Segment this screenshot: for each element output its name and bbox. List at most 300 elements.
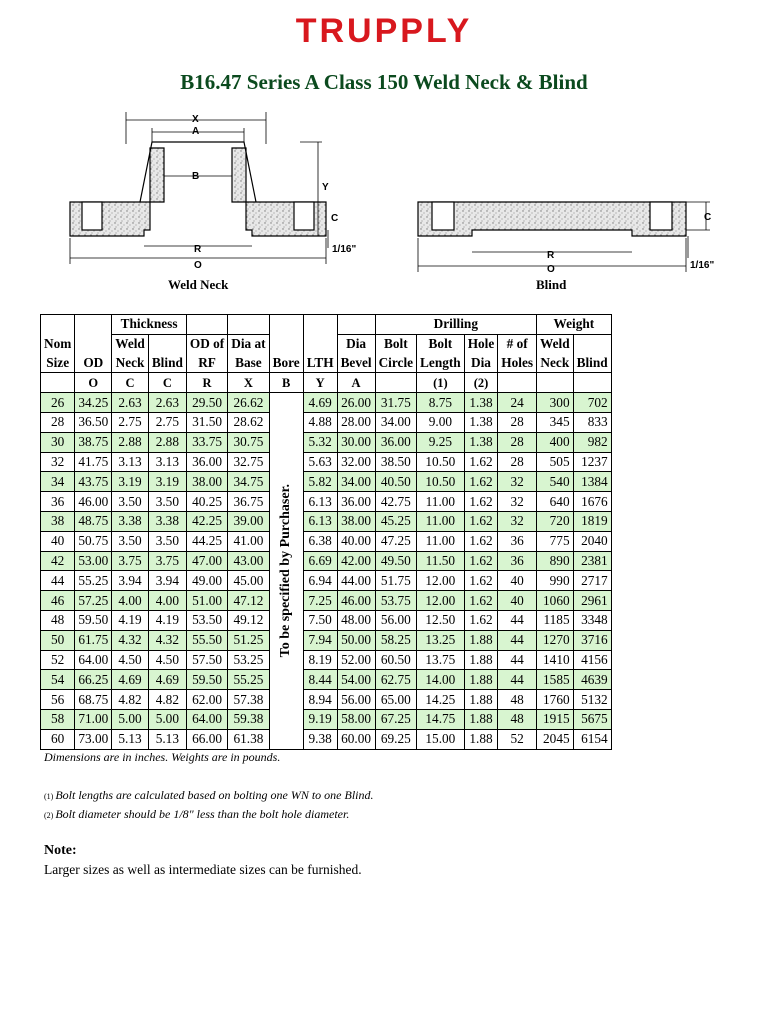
table-cell: 42 [41,551,75,571]
table-cell: 52 [498,729,537,749]
drilling-header: Drilling [375,315,536,335]
table-cell: 1.38 [464,412,498,432]
table-cell: 49.50 [375,551,416,571]
table-cell: 56.00 [375,610,416,630]
table-cell: 1410 [537,650,574,670]
table-cell: 42.25 [186,511,227,531]
table-cell: 890 [537,551,574,571]
table-cell: 1915 [537,709,574,729]
dim-y-label: Y [322,182,329,193]
table-cell: 39.00 [228,511,269,531]
table-cell: 1.62 [464,551,498,571]
table-cell: 28.62 [228,412,269,432]
table-row [41,511,612,531]
table-cell: 3.38 [112,511,149,531]
table-cell: 64.00 [75,650,112,670]
table-cell: 3.94 [148,571,186,591]
table-cell: 50.00 [337,630,375,650]
table-cell: 9.38 [303,729,337,749]
table-cell: 2.88 [148,432,186,452]
table-cell: 2.63 [112,393,149,413]
table-cell: 55.25 [75,571,112,591]
footnote-2: (2) Bolt diameter should be 1/8" less than the bolt hole diameter. [44,807,350,821]
table-cell: 57.50 [186,650,227,670]
table-cell: 1.62 [464,452,498,472]
table-cell: 4.69 [112,670,149,690]
dim-b-label: B [192,171,200,182]
table-cell: 6.13 [303,511,337,531]
table-cell: 51.75 [375,571,416,591]
table-cell: 47.00 [186,551,227,571]
table-cell: 505 [537,452,574,472]
table-cell: 46 [41,591,75,611]
table-cell: 59.50 [75,610,112,630]
table-cell: 2.63 [148,393,186,413]
table-cell: 48 [498,690,537,710]
table-cell: 6.94 [303,571,337,591]
table-cell: 640 [537,492,574,512]
table-cell: 57.38 [228,690,269,710]
table-row [41,709,612,729]
table-cell: 4.32 [112,630,149,650]
table-cell: 5.32 [303,432,337,452]
header-row-2: Nom Weld OD of Dia at Dia Bolt Bolt Hole # of Weld [41,334,612,353]
table-cell: 36.75 [228,492,269,512]
table-cell: 38.75 [75,432,112,452]
table-cell: 46.00 [337,591,375,611]
table-row [41,650,612,670]
table-cell: 1.88 [464,709,498,729]
table-cell: 66.25 [75,670,112,690]
weight-header: Weight [537,315,612,335]
table-cell: 58 [41,709,75,729]
table-cell: 4.32 [148,630,186,650]
table-cell: 48 [498,709,537,729]
table-cell: 31.75 [375,393,416,413]
bore-purchaser-note: To be specified by Purchaser. [269,393,303,749]
table-cell: 26.00 [337,393,375,413]
table-cell: 61.75 [75,630,112,650]
table-cell: 3.94 [112,571,149,591]
table-cell: 7.94 [303,630,337,650]
table-cell: 61.38 [228,729,269,749]
table-cell: 4.50 [148,650,186,670]
table-row [41,630,612,650]
table-cell: 720 [537,511,574,531]
table-cell: 4.00 [148,591,186,611]
table-cell: 8.94 [303,690,337,710]
weld-neck-caption: Weld Neck [168,277,229,292]
table-cell: 36.50 [75,412,112,432]
table-cell: 56.00 [337,690,375,710]
table-row [41,393,612,413]
blind-dim-o-label: O [547,264,555,274]
table-cell: 51.25 [228,630,269,650]
table-cell: 3.75 [112,551,149,571]
table-cell: 1.88 [464,729,498,749]
table-cell: 71.00 [75,709,112,729]
weight-wn-header: Neck [537,354,574,373]
table-cell: 1.62 [464,511,498,531]
table-cell: 53.25 [228,650,269,670]
table-cell: 53.00 [75,551,112,571]
table-cell: 6.38 [303,531,337,551]
bore-header: Bore [269,354,303,373]
table-cell: 52.00 [337,650,375,670]
table-cell: 24 [498,393,537,413]
table-cell: 44 [498,670,537,690]
table-cell: 32 [498,511,537,531]
table-cell: 41.00 [228,531,269,551]
flange-drawings [60,108,730,274]
header-row-1 [41,315,612,335]
table-cell: 1.88 [464,630,498,650]
table-cell: 54 [41,670,75,690]
table-row [41,591,612,611]
table-cell: 50.75 [75,531,112,551]
table-cell: 40.25 [186,492,227,512]
table-cell: 40 [41,531,75,551]
table-row [41,690,612,710]
table-cell: 28 [41,412,75,432]
table-cell: 345 [537,412,574,432]
table-cell: 1.62 [464,492,498,512]
table-cell: 702 [573,393,611,413]
table-cell: 3348 [573,610,611,630]
table-cell: 11.50 [417,551,465,571]
table-cell: 49.12 [228,610,269,630]
table-row [41,531,612,551]
table-cell: 32 [498,492,537,512]
table-cell: 4156 [573,650,611,670]
table-cell: 4.50 [112,650,149,670]
table-cell: 36 [498,531,537,551]
table-row [41,670,612,690]
table-cell: 34.00 [337,472,375,492]
bolt-circle-header: Circle [375,354,416,373]
table-cell: 5.00 [112,709,149,729]
table-cell: 36.00 [375,432,416,452]
table-cell: 5.63 [303,452,337,472]
table-cell: 4639 [573,670,611,690]
table-cell: 3.50 [148,492,186,512]
table-cell: 833 [573,412,611,432]
table-cell: 5.00 [148,709,186,729]
table-cell: 982 [573,432,611,452]
truply-logo: TRUPPLY [295,12,473,50]
table-cell: 1.62 [464,591,498,611]
table-cell: 5.13 [148,729,186,749]
weight-blind-header: Blind [573,354,611,373]
table-cell: 36 [41,492,75,512]
table-cell: 3.13 [148,452,186,472]
table-cell: 8.75 [417,393,465,413]
table-cell: 12.00 [417,571,465,591]
table-cell: 51.00 [186,591,227,611]
table-cell: 5675 [573,709,611,729]
table-cell: 60.50 [375,650,416,670]
blind-dim-rf-label: 1/16" [690,260,715,271]
table-cell: 26 [41,393,75,413]
hole-dia-header: Dia [464,354,498,373]
table-cell: 45.25 [375,511,416,531]
blind-dim-r-label: R [547,250,555,261]
table-cell: 34 [41,472,75,492]
nom-size-header: Size [41,354,75,373]
dia-base-header: Base [228,354,269,373]
table-cell: 29.50 [186,393,227,413]
symbol-row: O C C R X B Y A (1) (2) [41,373,612,393]
table-cell: 1270 [537,630,574,650]
table-cell: 9.00 [417,412,465,432]
table-row [41,432,612,452]
dim-r-label: R [194,244,202,255]
table-cell: 3.50 [148,531,186,551]
table-cell: 7.25 [303,591,337,611]
table-cell: 2381 [573,551,611,571]
table-cell: 55.25 [228,670,269,690]
table-cell: 1.62 [464,610,498,630]
page-title: B16.47 Series A Class 150 Weld Neck & Blind [180,70,588,94]
table-cell: 46.00 [75,492,112,512]
table-cell: 36.00 [337,492,375,512]
table-cell: 14.75 [417,709,465,729]
table-cell: 58.25 [375,630,416,650]
table-cell: 49.00 [186,571,227,591]
table-cell: 9.25 [417,432,465,452]
table-cell: 6154 [573,729,611,749]
table-cell: 62.00 [186,690,227,710]
table-cell: 3716 [573,630,611,650]
table-cell: 34.75 [228,472,269,492]
table-cell: 6.13 [303,492,337,512]
table-cell: 3.19 [148,472,186,492]
table-cell: 5.82 [303,472,337,492]
blind-drawing [418,202,686,236]
table-cell: 40.00 [337,531,375,551]
table-cell: 1.88 [464,650,498,670]
table-cell: 2.88 [112,432,149,452]
table-cell: 15.00 [417,729,465,749]
table-cell: 38.00 [186,472,227,492]
table-cell: 1.62 [464,571,498,591]
blind-thk-header: Blind [148,354,186,373]
table-cell: 53.50 [186,610,227,630]
dia-bevel-header: Bevel [337,354,375,373]
table-cell: 4.00 [112,591,149,611]
table-cell: 40 [498,591,537,611]
table-cell: 1185 [537,610,574,630]
table-cell: 32.00 [337,452,375,472]
weld-neck-drawing [70,142,326,236]
od-rf-header: RF [186,354,227,373]
table-cell: 400 [537,432,574,452]
table-cell: 30 [41,432,75,452]
table-cell: 6.69 [303,551,337,571]
table-cell: 300 [537,393,574,413]
table-cell: 30.00 [337,432,375,452]
table-cell: 55.50 [186,630,227,650]
table-cell: 3.13 [112,452,149,472]
table-cell: 48.00 [337,610,375,630]
table-row [41,610,612,630]
table-cell: 4.69 [148,670,186,690]
dim-c-label: C [331,213,339,224]
table-cell: 36.00 [186,452,227,472]
weld-neck-thk-header: Neck [112,354,149,373]
table-cell: 2961 [573,591,611,611]
table-cell: 1676 [573,492,611,512]
note-heading: Note: [44,843,77,858]
table-cell: 11.00 [417,531,465,551]
table-cell: 64.00 [186,709,227,729]
weld-neck-dim-labels [192,114,356,271]
table-cell: 44 [498,650,537,670]
table-cell: 1760 [537,690,574,710]
table-cell: 4.82 [148,690,186,710]
table-cell: 12.00 [417,591,465,611]
table-cell: 38.50 [375,452,416,472]
table-cell: 12.50 [417,610,465,630]
table-cell: 62.75 [375,670,416,690]
table-cell: 50 [41,630,75,650]
table-cell: 48 [41,610,75,630]
table-row [41,492,612,512]
table-cell: 8.19 [303,650,337,670]
table-cell: 4.88 [303,412,337,432]
table-cell: 32.75 [228,452,269,472]
table-cell: 775 [537,531,574,551]
table-cell: 3.75 [148,551,186,571]
table-cell: 53.75 [375,591,416,611]
dim-o-label: O [194,260,202,271]
table-cell: 44.25 [186,531,227,551]
nom-size-header-top [41,315,75,335]
table-cell: 33.75 [186,432,227,452]
table-cell: 11.00 [417,492,465,512]
footnote-1: (1) Bolt lengths are calculated based on bolting one WN to one Blind. [44,788,374,802]
table-cell: 43.00 [228,551,269,571]
table-cell: 69.25 [375,729,416,749]
table-cell: 11.00 [417,511,465,531]
thickness-header: Thickness [112,315,187,335]
table-row [41,571,612,591]
table-row [41,452,612,472]
table-cell: 1.88 [464,670,498,690]
table-row [41,412,612,432]
units-note: Dimensions are in inches. Weights are in pounds. [44,750,281,764]
table-cell: 45.00 [228,571,269,591]
table-cell: 1237 [573,452,611,472]
table-cell: 26.62 [228,393,269,413]
table-cell: 28 [498,432,537,452]
table-cell: 47.12 [228,591,269,611]
blind-dim-c-label: C [704,212,712,223]
header-row-3 [41,354,612,373]
table-cell: 59.50 [186,670,227,690]
table-cell: 1.62 [464,472,498,492]
flange-spec-table [40,314,612,750]
table-cell: 60.00 [337,729,375,749]
table-cell: 540 [537,472,574,492]
table-cell: 5132 [573,690,611,710]
table-cell: 59.38 [228,709,269,729]
table-cell: 56 [41,690,75,710]
table-cell: 48.75 [75,511,112,531]
table-cell: 4.69 [303,393,337,413]
table-cell: 34.00 [375,412,416,432]
table-cell: 28.00 [337,412,375,432]
table-cell: 42.75 [375,492,416,512]
table-cell: 28 [498,452,537,472]
table-cell: 990 [537,571,574,591]
table-cell: 42.00 [337,551,375,571]
table-cell: 73.00 [75,729,112,749]
table-cell: 67.25 [375,709,416,729]
table-cell: 4.19 [148,610,186,630]
table-cell: 32 [41,452,75,472]
table-cell: 2040 [573,531,611,551]
table-cell: 40 [498,571,537,591]
table-cell: 14.25 [417,690,465,710]
table-cell: 34.25 [75,393,112,413]
table-cell: 30.75 [228,432,269,452]
dim-x-label: X [192,114,199,125]
table-cell: 1384 [573,472,611,492]
od-header: OD [75,354,112,373]
table-cell: 2045 [537,729,574,749]
table-cell: 66.00 [186,729,227,749]
table-cell: 52 [41,650,75,670]
table-cell: 8.44 [303,670,337,690]
table-cell: 1.88 [464,690,498,710]
table-cell: 1.38 [464,393,498,413]
table-cell: 5.13 [112,729,149,749]
table-cell: 13.75 [417,650,465,670]
table-cell: 2.75 [112,412,149,432]
table-cell: 41.75 [75,452,112,472]
blind-caption: Blind [536,277,567,292]
table-cell: 9.19 [303,709,337,729]
table-cell: 3.38 [148,511,186,531]
dim-a-label: A [192,126,200,137]
table-cell: 60 [41,729,75,749]
table-cell: 57.25 [75,591,112,611]
table-cell: 10.50 [417,472,465,492]
table-cell: 54.00 [337,670,375,690]
table-cell: 40.50 [375,472,416,492]
table-cell: 3.50 [112,531,149,551]
table-cell: 58.00 [337,709,375,729]
table-cell: 2717 [573,571,611,591]
table-cell: 31.50 [186,412,227,432]
table-cell: 44 [498,630,537,650]
table-cell: 32 [498,472,537,492]
bolt-length-header: Length [417,354,465,373]
table-cell: 28 [498,412,537,432]
table-cell: 4.82 [112,690,149,710]
table-cell: 3.50 [112,492,149,512]
table-cell: 38.00 [337,511,375,531]
table-cell: 1060 [537,591,574,611]
table-cell: 47.25 [375,531,416,551]
table-row [41,729,612,749]
table-cell: 65.00 [375,690,416,710]
table-cell: 43.75 [75,472,112,492]
table-cell: 44 [41,571,75,591]
table-cell: 1585 [537,670,574,690]
table-cell: 68.75 [75,690,112,710]
